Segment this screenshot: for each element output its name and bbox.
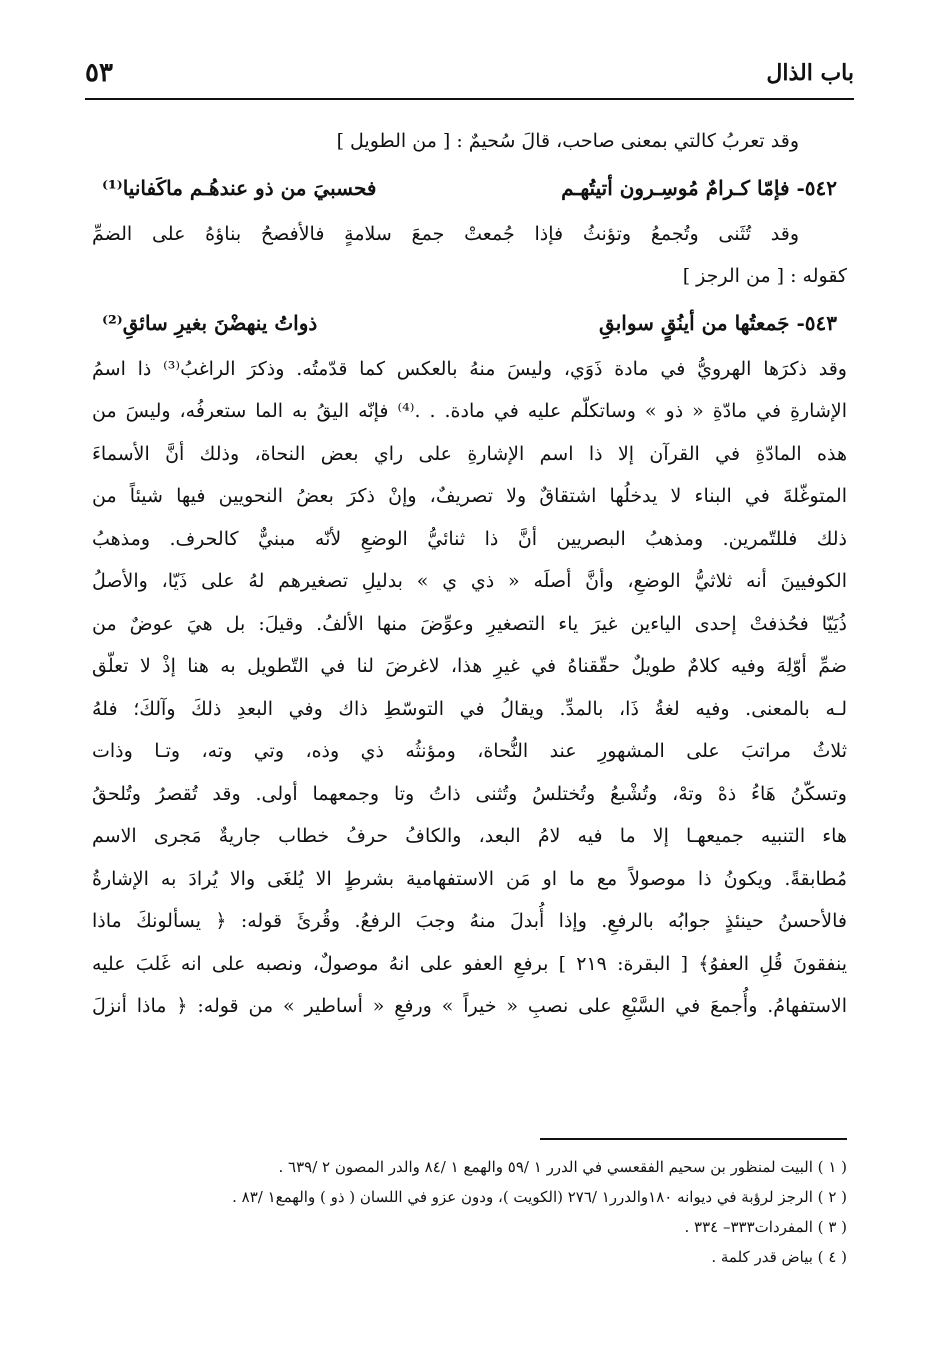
- page-header: [85, 58, 854, 100]
- poetry-verse: [92, 163, 847, 213]
- text-line: كقوله : [ من الرجز ]: [682, 265, 847, 287]
- text-line: الإشارةِ في مادّةِ « ذو » وساتكلّم عليه في مادة. . .⁽⁴⁾ فإنّه اليقُ به الما ستعرفُه، وليسَ من: [92, 400, 847, 422]
- text-line: وقد ذكرَها الهرويُّ في مادة ذَوَي، وليسَ منهُ بالعكس كما قدّمتُه. وذكرَ الراغبُ⁽³⁾ ذا اسمُ: [92, 357, 847, 380]
- footnotes: [92, 1152, 847, 1272]
- text-line: هاء التنبيه جميعهـا إلا ما فيه لامُ البعد، والكافُ حرفُ خطاب جاريةٌ مَجرى الاسم: [92, 825, 847, 847]
- text-line: وقد تُثَنى وتُجمعُ وتؤنثُ فإذا جُمعتْ جمعَ سلامةٍ فالأفصحُ بناؤهُ على الضمِّ: [92, 222, 799, 245]
- page-body: [92, 120, 847, 1028]
- page-number: ٥٣: [85, 58, 113, 88]
- text-line: ينفقونَ قُلِ العفوُ﴾ [ البقرة: ٢١٩ ] برفعِ العفو على انهُ موصولٌ، ونصبه على انه غَلبَ عليه: [92, 952, 847, 975]
- text-line: المتوغّلةَ في البناء لا يدخلُها اشتقاقٌ ولا تصريفٌ، وإنْ ذكرَ بعضُ النحويين فيها شيئاً من: [92, 485, 847, 507]
- text-line: هذه المادّةِ في القرآن إلا ذا اسم الإشارةِ على راي بعض النحاة، وذلك أنَّ الأسماءَ: [92, 442, 847, 465]
- footnote-separator: [540, 1138, 847, 1140]
- footnote: ( ٢ ) الرجز لرؤبة في ديوانه ١٨٠والدرر١ /٢٧٦ (الكويت )، ودون عزو في اللسان ( ذو ) والهمع١ /٨٣ .: [232, 1188, 847, 1206]
- verse-second-hemistich: ذواتُ ينهضْنَ بغيرِ سائقِ⁽²⁾: [102, 310, 318, 335]
- footnote: ( ١ ) البيت لمنظور بن سحيم الفقعسي في الدرر ١ /٥٩ والهمع ١ /٨٤ والدر المصون ٢ /٦٣٩ .: [278, 1158, 847, 1176]
- verse-first-hemistich: ٥٤٢- فإمّا كـرامٌ مُوسِـرون أتيتُهـم: [561, 175, 837, 200]
- text-line: ثلاثُ مراتبَ على المشهورِ عند النُّحاة، ومؤنثُه ذي وذه، وتي وته، وتـا وذات: [92, 740, 847, 762]
- text-line: ضمِّ أوّلِهَ وفيه كلامٌ طويلٌ حقّقناهُ في غيرِ هذا، لاغرضَ لنا في التّطويل به هنا إذْ لا تعلّق: [92, 655, 847, 677]
- chapter-title: باب الذال: [766, 60, 854, 86]
- verse-second-hemistich: فحسبيَ من ذو عندهُـم ماكَفانيا⁽¹⁾: [102, 175, 377, 200]
- text-line: فالأحسنُ حينئذٍ جوابُه بالرفعِ. وإذا أُبدلَ منهُ وجبَ الرفعُ. وقُرئَ قوله: ﴿ يسألونكَ ماذا: [92, 910, 847, 932]
- text-line: مُطابقةً. ويكونُ ذا موصولاً مع ما او مَن الاستفهامية بشرطٍ الا يُلغَى والا يُرادَ به الإشارةُ: [92, 867, 847, 890]
- footnote: ( ٣ ) المفردات٣٣٣– ٣٣٤ .: [684, 1218, 847, 1236]
- text-line: وقد تعربُ كالتي بمعنى صاحب، قالَ سُحيمٌ : [ من الطويل ]: [336, 130, 799, 152]
- text-line: الاستفهامُ. وأُجمعَ في السَّبْعِ على نصبِ « خيراً » ورفعِ « أساطير » من قوله: ﴿ ماذا أنزلَ: [92, 995, 847, 1017]
- text-line: ذلك فللتّمرين. ومذهبُ البصريين أنَّ ذا ثنائيُّ الوضعِ لأنّه مبنيٌّ كالحرف. ومذهبُ: [92, 527, 847, 550]
- text-line: ذُيَيّا فحُذفتْ إحدى الياءين غيرَ ياء التصغيرِ وعوِّضَ منها الألفُ. وقيلَ: بل هيَ عوضٌ من: [92, 612, 847, 635]
- text-line: وتسكّنُ هَاءُ ذهْ وتهْ، وتُشْبعُ وتُختلسُ وتُثنى ذاتُ وتا وجمعهما أولى. وقد تُقصرُ وتُلحقُ: [92, 782, 847, 805]
- text-line: لـه بالمعنى. وفيه لغةُ ذَا، بالمدِّ. ويقالُ في التوسّطِ ذاك وفي البعدِ ذلكَ وآلكَ؛ فلهُ: [92, 697, 847, 720]
- footnote: ( ٤ ) بياض قدر كلمة .: [711, 1248, 847, 1266]
- verse-first-hemistich: ٥٤٣- جَمعتُها من أينُقٍ سوابقِ: [599, 310, 837, 335]
- text-line: الكوفيينَ أنه ثلاثيُّ الوضعِ، وأنَّ أصلَه « ذي ي » بدليلِ تصغيرهم لهُ على ذَيّا، والأصلُ: [92, 570, 847, 592]
- poetry-verse: [92, 298, 847, 348]
